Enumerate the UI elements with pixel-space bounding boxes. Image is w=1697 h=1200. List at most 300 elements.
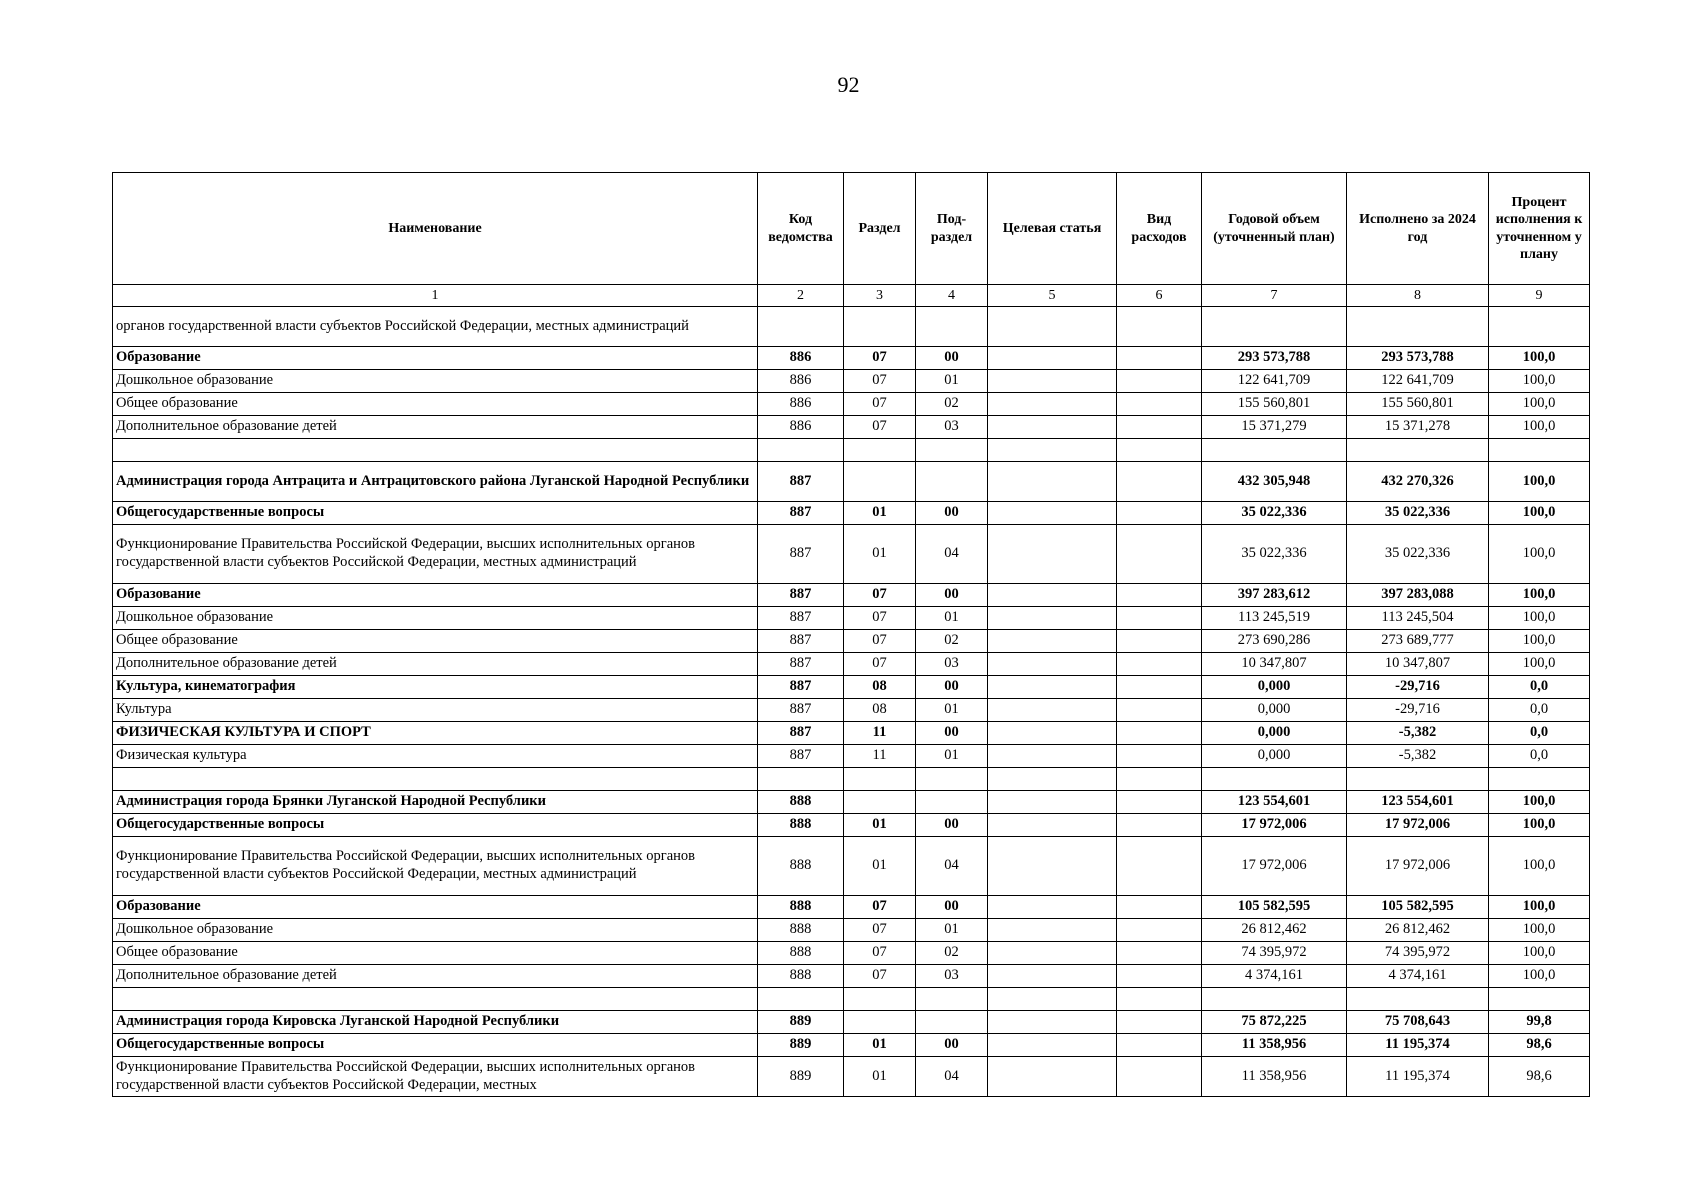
cell-department-code: 887 <box>758 584 844 607</box>
empty-cell <box>113 439 758 462</box>
cell-target-article <box>988 462 1117 502</box>
empty-cell <box>1347 439 1489 462</box>
cell-section: 07 <box>844 393 916 416</box>
cell-executed: 273 689,777 <box>1347 630 1489 653</box>
cell-annual-plan: 11 358,956 <box>1202 1057 1347 1097</box>
cell-executed: -5,382 <box>1347 745 1489 768</box>
cell-percent: 100,0 <box>1489 896 1590 919</box>
cell-percent: 0,0 <box>1489 722 1590 745</box>
cell-name: Образование <box>113 584 758 607</box>
cell-name: Дополнительное образование детей <box>113 965 758 988</box>
cell-subsection <box>916 307 988 347</box>
table-row <box>113 607 1590 630</box>
table-row <box>113 837 1590 896</box>
cell-name: Образование <box>113 896 758 919</box>
cell-target-article <box>988 676 1117 699</box>
cell-name: Администрация города Кировска Луганской Народной Республики <box>113 1011 758 1034</box>
cell-expense-type <box>1117 722 1202 745</box>
header-row <box>113 173 1590 285</box>
cell-target-article <box>988 393 1117 416</box>
empty-cell <box>1117 988 1202 1011</box>
cell-percent: 100,0 <box>1489 837 1590 896</box>
cell-department-code: 888 <box>758 942 844 965</box>
empty-cell <box>758 988 844 1011</box>
empty-cell <box>916 768 988 791</box>
cell-target-article <box>988 919 1117 942</box>
cell-executed: 17 972,006 <box>1347 814 1489 837</box>
empty-cell <box>758 768 844 791</box>
empty-cell <box>113 768 758 791</box>
cell-name: Культура, кинематография <box>113 676 758 699</box>
empty-cell <box>1202 768 1347 791</box>
cell-expense-type <box>1117 584 1202 607</box>
cell-section: 08 <box>844 699 916 722</box>
empty-cell <box>1202 988 1347 1011</box>
cell-annual-plan: 0,000 <box>1202 676 1347 699</box>
cell-executed: 397 283,088 <box>1347 584 1489 607</box>
cell-subsection: 01 <box>916 699 988 722</box>
cell-executed: 122 641,709 <box>1347 370 1489 393</box>
header-expense-type: Вид расходов <box>1117 173 1202 285</box>
empty-cell <box>1347 768 1489 791</box>
cell-name: Функционирование Правительства Российской Федерации, высших исполнительных органов государственной власти субъектов Российской Федерации, местных <box>113 1057 758 1097</box>
cell-annual-plan: 17 972,006 <box>1202 837 1347 896</box>
cell-target-article <box>988 745 1117 768</box>
cell-executed: 26 812,462 <box>1347 919 1489 942</box>
cell-department-code: 888 <box>758 814 844 837</box>
cell-department-code: 888 <box>758 837 844 896</box>
cell-percent: 100,0 <box>1489 370 1590 393</box>
column-number: 7 <box>1202 285 1347 307</box>
table-row <box>113 370 1590 393</box>
cell-subsection: 01 <box>916 370 988 393</box>
cell-annual-plan: 35 022,336 <box>1202 502 1347 525</box>
cell-annual-plan: 35 022,336 <box>1202 525 1347 584</box>
cell-annual-plan: 113 245,519 <box>1202 607 1347 630</box>
cell-executed: 293 573,788 <box>1347 347 1489 370</box>
column-numbering-row <box>113 285 1590 307</box>
empty-cell <box>113 988 758 1011</box>
cell-name: Общегосударственные вопросы <box>113 1034 758 1057</box>
table-row <box>113 814 1590 837</box>
cell-section: 07 <box>844 584 916 607</box>
cell-name: Дополнительное образование детей <box>113 416 758 439</box>
cell-section: 07 <box>844 370 916 393</box>
cell-percent: 100,0 <box>1489 919 1590 942</box>
cell-subsection: 01 <box>916 745 988 768</box>
cell-annual-plan: 10 347,807 <box>1202 653 1347 676</box>
header-executed: Исполнено за 2024 год <box>1347 173 1489 285</box>
cell-target-article <box>988 1011 1117 1034</box>
cell-expense-type <box>1117 307 1202 347</box>
cell-expense-type <box>1117 607 1202 630</box>
cell-annual-plan: 123 554,601 <box>1202 791 1347 814</box>
cell-executed: 35 022,336 <box>1347 502 1489 525</box>
cell-section: 07 <box>844 416 916 439</box>
cell-executed: 11 195,374 <box>1347 1034 1489 1057</box>
cell-section: 07 <box>844 965 916 988</box>
cell-percent: 98,6 <box>1489 1057 1590 1097</box>
cell-percent: 100,0 <box>1489 416 1590 439</box>
cell-subsection <box>916 791 988 814</box>
cell-target-article <box>988 502 1117 525</box>
cell-department-code: 888 <box>758 896 844 919</box>
cell-name: Дошкольное образование <box>113 919 758 942</box>
cell-target-article <box>988 791 1117 814</box>
cell-target-article <box>988 584 1117 607</box>
table-row <box>113 1034 1590 1057</box>
cell-subsection: 04 <box>916 525 988 584</box>
cell-expense-type <box>1117 630 1202 653</box>
cell-section <box>844 1011 916 1034</box>
cell-annual-plan: 105 582,595 <box>1202 896 1347 919</box>
cell-annual-plan: 397 283,612 <box>1202 584 1347 607</box>
cell-subsection: 04 <box>916 1057 988 1097</box>
column-number: 5 <box>988 285 1117 307</box>
cell-executed: 15 371,278 <box>1347 416 1489 439</box>
cell-subsection: 00 <box>916 676 988 699</box>
cell-name: Администрация города Брянки Луганской Народной Республики <box>113 791 758 814</box>
header-section: Раздел <box>844 173 916 285</box>
cell-subsection: 02 <box>916 393 988 416</box>
cell-target-article <box>988 965 1117 988</box>
cell-subsection <box>916 462 988 502</box>
cell-annual-plan <box>1202 307 1347 347</box>
cell-subsection: 03 <box>916 416 988 439</box>
cell-percent <box>1489 307 1590 347</box>
cell-subsection: 03 <box>916 653 988 676</box>
cell-expense-type <box>1117 416 1202 439</box>
cell-department-code: 889 <box>758 1034 844 1057</box>
budget-execution-table <box>112 172 1590 1097</box>
cell-executed: 11 195,374 <box>1347 1057 1489 1097</box>
header-subsection: Под-раздел <box>916 173 988 285</box>
header-department-code: Код ведомства <box>758 173 844 285</box>
cell-section: 01 <box>844 1034 916 1057</box>
column-number: 4 <box>916 285 988 307</box>
table-row <box>113 307 1590 347</box>
table-row <box>113 525 1590 584</box>
table-row <box>113 502 1590 525</box>
empty-cell <box>844 768 916 791</box>
cell-expense-type <box>1117 919 1202 942</box>
cell-expense-type <box>1117 1057 1202 1097</box>
cell-executed: -29,716 <box>1347 699 1489 722</box>
cell-department-code: 886 <box>758 370 844 393</box>
cell-target-article <box>988 525 1117 584</box>
cell-subsection: 00 <box>916 1034 988 1057</box>
table-row <box>113 942 1590 965</box>
cell-percent: 100,0 <box>1489 502 1590 525</box>
cell-name: Администрация города Антрацита и Антрацитовского района Луганской Народной Республики <box>113 462 758 502</box>
cell-name: Функционирование Правительства Российской Федерации, высших исполнительных органов государственной власти субъектов Российской Федерации, местных администраций <box>113 837 758 896</box>
empty-cell <box>1202 439 1347 462</box>
cell-executed: 105 582,595 <box>1347 896 1489 919</box>
cell-percent: 0,0 <box>1489 676 1590 699</box>
cell-percent: 100,0 <box>1489 462 1590 502</box>
table-row <box>113 791 1590 814</box>
empty-cell <box>988 439 1117 462</box>
cell-subsection: 01 <box>916 607 988 630</box>
empty-cell <box>916 439 988 462</box>
cell-target-article <box>988 370 1117 393</box>
cell-target-article <box>988 1034 1117 1057</box>
empty-cell <box>758 439 844 462</box>
cell-percent: 99,8 <box>1489 1011 1590 1034</box>
cell-expense-type <box>1117 791 1202 814</box>
cell-annual-plan: 15 371,279 <box>1202 416 1347 439</box>
cell-department-code: 888 <box>758 919 844 942</box>
cell-department-code: 887 <box>758 676 844 699</box>
cell-subsection: 01 <box>916 919 988 942</box>
cell-section: 01 <box>844 837 916 896</box>
cell-target-article <box>988 416 1117 439</box>
cell-name: Физическая культура <box>113 745 758 768</box>
cell-target-article <box>988 722 1117 745</box>
cell-percent: 98,6 <box>1489 1034 1590 1057</box>
cell-executed: 155 560,801 <box>1347 393 1489 416</box>
cell-annual-plan: 293 573,788 <box>1202 347 1347 370</box>
table-row <box>113 416 1590 439</box>
table-row <box>113 393 1590 416</box>
cell-name: Общегосударственные вопросы <box>113 814 758 837</box>
cell-target-article <box>988 607 1117 630</box>
cell-department-code: 887 <box>758 653 844 676</box>
cell-section <box>844 462 916 502</box>
cell-expense-type <box>1117 347 1202 370</box>
cell-executed: -29,716 <box>1347 676 1489 699</box>
table-row <box>113 347 1590 370</box>
empty-cell <box>988 768 1117 791</box>
cell-subsection: 00 <box>916 896 988 919</box>
cell-annual-plan: 273 690,286 <box>1202 630 1347 653</box>
cell-annual-plan: 11 358,956 <box>1202 1034 1347 1057</box>
spacer-row <box>113 768 1590 791</box>
cell-annual-plan: 432 305,948 <box>1202 462 1347 502</box>
cell-target-article <box>988 942 1117 965</box>
spacer-row <box>113 988 1590 1011</box>
cell-section: 11 <box>844 722 916 745</box>
cell-name: Общегосударственные вопросы <box>113 502 758 525</box>
cell-expense-type <box>1117 1011 1202 1034</box>
cell-expense-type <box>1117 745 1202 768</box>
cell-section: 08 <box>844 676 916 699</box>
cell-name: Дошкольное образование <box>113 607 758 630</box>
cell-department-code: 888 <box>758 965 844 988</box>
cell-section: 07 <box>844 347 916 370</box>
cell-department-code: 887 <box>758 502 844 525</box>
empty-cell <box>844 439 916 462</box>
cell-subsection: 00 <box>916 502 988 525</box>
cell-annual-plan: 122 641,709 <box>1202 370 1347 393</box>
cell-target-article <box>988 347 1117 370</box>
cell-subsection <box>916 1011 988 1034</box>
cell-expense-type <box>1117 525 1202 584</box>
cell-annual-plan: 74 395,972 <box>1202 942 1347 965</box>
table-row <box>113 584 1590 607</box>
cell-percent: 100,0 <box>1489 791 1590 814</box>
cell-executed: 123 554,601 <box>1347 791 1489 814</box>
table-row <box>113 699 1590 722</box>
table-body <box>113 307 1590 1097</box>
cell-department-code: 887 <box>758 462 844 502</box>
cell-department-code <box>758 307 844 347</box>
empty-cell <box>916 988 988 1011</box>
cell-percent: 100,0 <box>1489 584 1590 607</box>
cell-department-code: 887 <box>758 607 844 630</box>
cell-subsection: 03 <box>916 965 988 988</box>
cell-name: Культура <box>113 699 758 722</box>
cell-subsection: 02 <box>916 942 988 965</box>
empty-cell <box>1347 988 1489 1011</box>
empty-cell <box>988 988 1117 1011</box>
cell-section: 07 <box>844 896 916 919</box>
cell-department-code: 887 <box>758 525 844 584</box>
empty-cell <box>1489 988 1590 1011</box>
cell-subsection: 00 <box>916 347 988 370</box>
cell-subsection: 00 <box>916 722 988 745</box>
cell-annual-plan: 155 560,801 <box>1202 393 1347 416</box>
cell-name: Общее образование <box>113 630 758 653</box>
cell-expense-type <box>1117 462 1202 502</box>
cell-target-article <box>988 307 1117 347</box>
cell-percent: 100,0 <box>1489 965 1590 988</box>
cell-target-article <box>988 1057 1117 1097</box>
cell-department-code: 886 <box>758 393 844 416</box>
cell-section: 01 <box>844 1057 916 1097</box>
column-number: 8 <box>1347 285 1489 307</box>
cell-expense-type <box>1117 676 1202 699</box>
cell-executed: 113 245,504 <box>1347 607 1489 630</box>
cell-executed: 17 972,006 <box>1347 837 1489 896</box>
empty-cell <box>1117 439 1202 462</box>
cell-subsection: 02 <box>916 630 988 653</box>
column-number: 3 <box>844 285 916 307</box>
header-name: Наименование <box>113 173 758 285</box>
page-number: 92 <box>837 72 860 97</box>
spacer-row <box>113 439 1590 462</box>
table-row <box>113 965 1590 988</box>
cell-expense-type <box>1117 1034 1202 1057</box>
cell-name: ФИЗИЧЕСКАЯ КУЛЬТУРА И СПОРТ <box>113 722 758 745</box>
cell-target-article <box>988 896 1117 919</box>
cell-section: 01 <box>844 814 916 837</box>
cell-expense-type <box>1117 942 1202 965</box>
cell-department-code: 887 <box>758 745 844 768</box>
cell-executed: -5,382 <box>1347 722 1489 745</box>
cell-name: Общее образование <box>113 942 758 965</box>
table-row <box>113 745 1590 768</box>
cell-target-article <box>988 814 1117 837</box>
cell-section: 07 <box>844 653 916 676</box>
cell-executed: 75 708,643 <box>1347 1011 1489 1034</box>
cell-department-code: 886 <box>758 347 844 370</box>
cell-percent: 100,0 <box>1489 814 1590 837</box>
cell-department-code: 887 <box>758 722 844 745</box>
cell-section: 11 <box>844 745 916 768</box>
column-number: 1 <box>113 285 758 307</box>
cell-section: 01 <box>844 502 916 525</box>
cell-expense-type <box>1117 699 1202 722</box>
cell-target-article <box>988 837 1117 896</box>
cell-department-code: 889 <box>758 1057 844 1097</box>
cell-annual-plan: 4 374,161 <box>1202 965 1347 988</box>
empty-cell <box>1117 768 1202 791</box>
cell-subsection: 00 <box>916 814 988 837</box>
cell-department-code: 889 <box>758 1011 844 1034</box>
cell-executed: 432 270,326 <box>1347 462 1489 502</box>
cell-name: Дошкольное образование <box>113 370 758 393</box>
table-row <box>113 1057 1590 1097</box>
cell-section <box>844 791 916 814</box>
cell-percent: 0,0 <box>1489 699 1590 722</box>
header-percent: Процент исполнения к уточненном у плану <box>1489 173 1590 285</box>
cell-percent: 100,0 <box>1489 347 1590 370</box>
cell-percent: 100,0 <box>1489 630 1590 653</box>
table-row <box>113 722 1590 745</box>
cell-name: Общее образование <box>113 393 758 416</box>
cell-section: 07 <box>844 919 916 942</box>
table-row <box>113 1011 1590 1034</box>
column-number: 2 <box>758 285 844 307</box>
cell-annual-plan: 0,000 <box>1202 722 1347 745</box>
cell-percent: 100,0 <box>1489 653 1590 676</box>
cell-department-code: 887 <box>758 699 844 722</box>
header-annual-plan: Годовой объем (уточненный план) <box>1202 173 1347 285</box>
cell-annual-plan: 0,000 <box>1202 745 1347 768</box>
table-row <box>113 676 1590 699</box>
table-row <box>113 896 1590 919</box>
cell-section: 07 <box>844 607 916 630</box>
cell-annual-plan: 17 972,006 <box>1202 814 1347 837</box>
cell-section: 07 <box>844 942 916 965</box>
column-number: 6 <box>1117 285 1202 307</box>
cell-subsection: 00 <box>916 584 988 607</box>
cell-executed: 35 022,336 <box>1347 525 1489 584</box>
cell-name: Дополнительное образование детей <box>113 653 758 676</box>
cell-target-article <box>988 699 1117 722</box>
cell-expense-type <box>1117 814 1202 837</box>
cell-name: Функционирование Правительства Российской Федерации, высших исполнительных органов государственной власти субъектов Российской Федерации, местных администраций <box>113 525 758 584</box>
cell-section: 07 <box>844 630 916 653</box>
cell-target-article <box>988 630 1117 653</box>
cell-percent: 100,0 <box>1489 942 1590 965</box>
cell-annual-plan: 26 812,462 <box>1202 919 1347 942</box>
cell-subsection: 04 <box>916 837 988 896</box>
cell-name: органов государственной власти субъектов Российской Федерации, местных администраций <box>113 307 758 347</box>
cell-expense-type <box>1117 653 1202 676</box>
cell-department-code: 887 <box>758 630 844 653</box>
cell-expense-type <box>1117 370 1202 393</box>
cell-percent: 0,0 <box>1489 745 1590 768</box>
cell-section <box>844 307 916 347</box>
table-row <box>113 919 1590 942</box>
cell-target-article <box>988 653 1117 676</box>
table-row <box>113 630 1590 653</box>
cell-name: Образование <box>113 347 758 370</box>
table-row <box>113 653 1590 676</box>
cell-executed <box>1347 307 1489 347</box>
cell-department-code: 886 <box>758 416 844 439</box>
cell-annual-plan: 0,000 <box>1202 699 1347 722</box>
cell-percent: 100,0 <box>1489 525 1590 584</box>
column-number: 9 <box>1489 285 1590 307</box>
empty-cell <box>844 988 916 1011</box>
cell-expense-type <box>1117 502 1202 525</box>
cell-expense-type <box>1117 965 1202 988</box>
cell-percent: 100,0 <box>1489 607 1590 630</box>
cell-department-code: 888 <box>758 791 844 814</box>
